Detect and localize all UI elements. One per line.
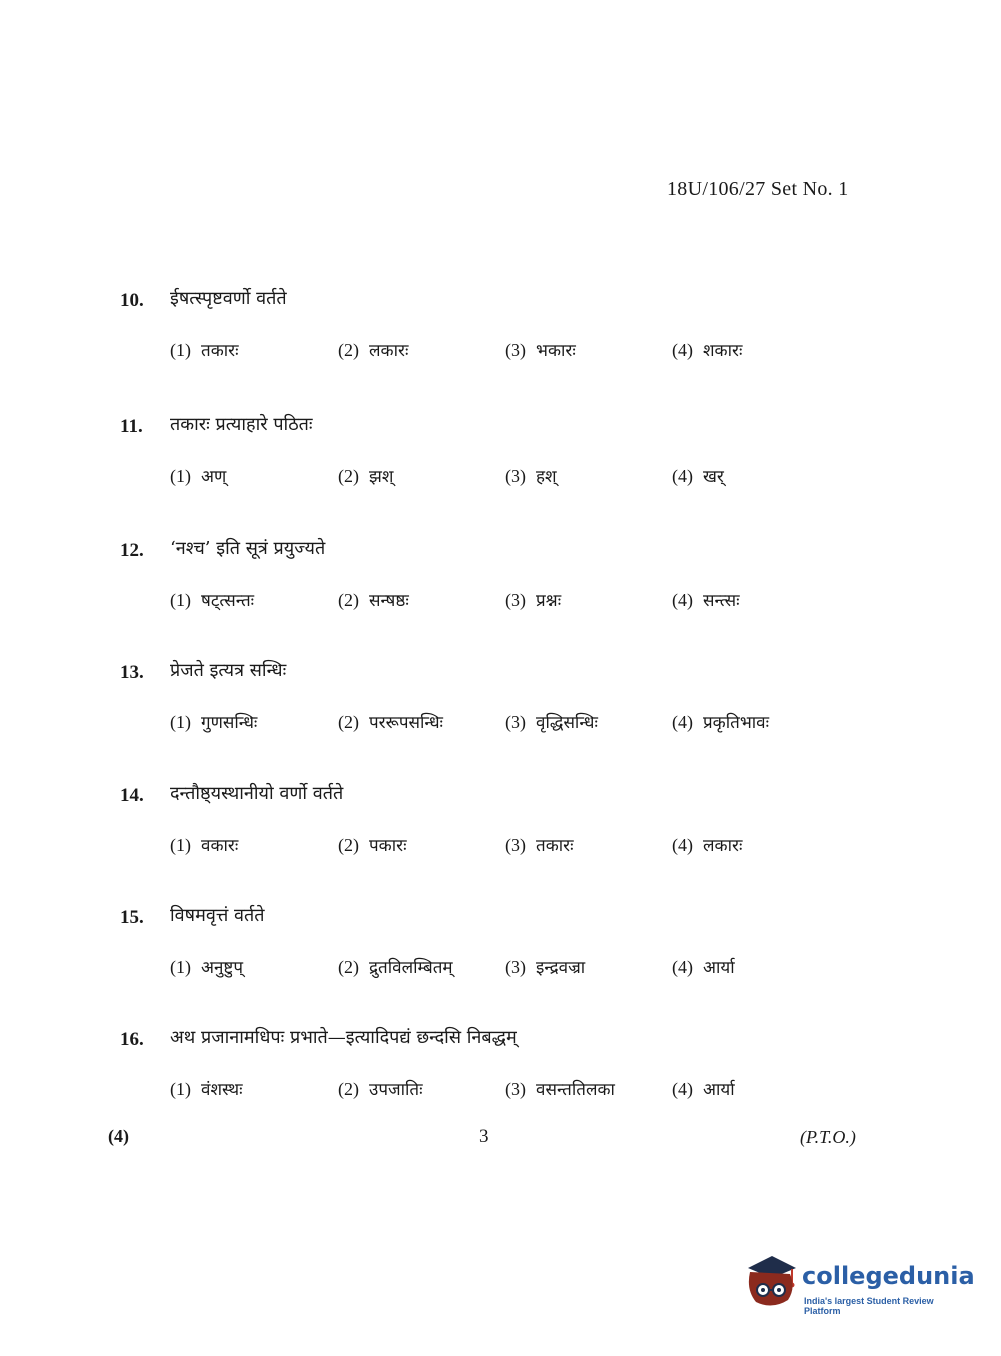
answer-option xyxy=(170,464,226,487)
option-number: (3) xyxy=(505,712,526,732)
option-text: पररूपसन्धिः xyxy=(369,713,443,733)
option-number: (2) xyxy=(338,466,359,486)
answer-option xyxy=(170,338,239,361)
option-text: षट्त्सन्तः xyxy=(201,591,255,611)
option-text: उपजातिः xyxy=(369,1080,423,1100)
answer-option xyxy=(170,833,238,856)
option-number: (2) xyxy=(338,340,359,360)
question-number: 15. xyxy=(120,907,144,928)
option-text: इन्द्रवज्रा xyxy=(536,958,586,978)
option-number: (1) xyxy=(170,466,191,486)
question-text: अथ प्रजानामधिपः प्रभाते—इत्यादिपद्यं छन्दसि निबद्धम् xyxy=(170,1027,517,1048)
option-number: (2) xyxy=(338,590,359,610)
option-number: (1) xyxy=(170,835,191,855)
option-text: प्रश्नः xyxy=(536,591,562,611)
option-text: वंशस्थः xyxy=(201,1080,243,1100)
option-number: (1) xyxy=(170,340,191,360)
option-number: (1) xyxy=(170,957,191,977)
option-number: (4) xyxy=(672,835,693,855)
option-text: आर्या xyxy=(703,1080,735,1100)
question-text: ईषत्स्पृष्टवर्णो वर्तते xyxy=(170,288,287,309)
answer-option xyxy=(170,1077,243,1100)
option-text: अनुष्टुप् xyxy=(201,958,244,978)
option-text: सन्षष्ठः xyxy=(369,591,409,611)
option-number: (2) xyxy=(338,835,359,855)
option-number: (4) xyxy=(672,957,693,977)
option-number: (4) xyxy=(672,1079,693,1099)
option-text: हश् xyxy=(536,467,557,487)
logo-name: collegedunia xyxy=(802,1262,975,1290)
option-text: लकारः xyxy=(703,836,743,856)
answer-option xyxy=(505,464,557,487)
pto-label: (P.T.O.) xyxy=(800,1127,856,1147)
question-text: प्रेजते इत्यत्र सन्धिः xyxy=(170,660,287,681)
question-number: 14. xyxy=(120,785,144,806)
answer-option xyxy=(672,710,769,733)
answer-option xyxy=(672,338,742,361)
answer-option xyxy=(338,464,393,487)
answer-option xyxy=(672,588,740,611)
option-number: (4) xyxy=(672,340,693,360)
answer-option xyxy=(672,464,724,487)
answer-option xyxy=(170,955,243,978)
question-text: ‘नश्च’ इति सूत्रं प्रयुज्यते xyxy=(170,538,326,559)
option-text: प्रकृतिभावः xyxy=(703,713,770,733)
answer-option xyxy=(338,588,409,611)
option-number: (4) xyxy=(672,712,693,732)
option-number: (3) xyxy=(505,957,526,977)
answer-option xyxy=(338,833,407,856)
answer-option xyxy=(505,833,574,856)
option-text: तकारः xyxy=(536,836,574,856)
question-number: 11. xyxy=(120,416,143,437)
answer-option xyxy=(338,710,443,733)
option-number: (4) xyxy=(672,590,693,610)
option-number: (2) xyxy=(338,1079,359,1099)
option-text: शकारः xyxy=(703,341,743,361)
option-number: (3) xyxy=(505,340,526,360)
option-number: (2) xyxy=(338,712,359,732)
collegedunia-watermark xyxy=(742,1250,975,1320)
question-number: 16. xyxy=(120,1029,144,1050)
option-text: गुणसन्धिः xyxy=(201,713,258,733)
option-number: (3) xyxy=(505,466,526,486)
logo-tagline: India's largest Student Review Platform xyxy=(804,1296,934,1316)
answer-option xyxy=(672,833,742,856)
answer-option xyxy=(505,955,585,978)
answer-option xyxy=(505,338,576,361)
option-text: झश् xyxy=(369,467,394,487)
answer-option xyxy=(505,1077,615,1100)
option-text: सन्त्सः xyxy=(703,591,740,611)
option-number: (1) xyxy=(170,1079,191,1099)
option-number: (2) xyxy=(338,957,359,977)
option-number: (3) xyxy=(505,1079,526,1099)
paper-code: 18U/106/27 Set No. 1 xyxy=(667,178,849,200)
option-text: वृद्धिसन्धिः xyxy=(536,713,598,733)
option-text: वसन्ततिलका xyxy=(536,1080,615,1100)
option-number: (3) xyxy=(505,835,526,855)
question-text: विषमवृत्तं वर्तते xyxy=(170,905,265,926)
page-number: 3 xyxy=(479,1126,489,1147)
question-text: तकारः प्रत्याहारे पठितः xyxy=(170,414,313,435)
answer-option xyxy=(338,1077,423,1100)
option-text: अण् xyxy=(201,467,227,487)
option-text: लकारः xyxy=(369,341,409,361)
answer-option xyxy=(338,338,408,361)
answer-option xyxy=(170,588,254,611)
mascot-icon xyxy=(742,1250,800,1310)
footer-set-label: (4) xyxy=(108,1126,129,1146)
option-number: (1) xyxy=(170,590,191,610)
answer-option xyxy=(170,710,257,733)
option-text: वकारः xyxy=(201,836,239,856)
option-text: आर्या xyxy=(703,958,735,978)
option-text: खर् xyxy=(703,467,724,487)
answer-option xyxy=(672,1077,735,1100)
question-text: दन्तौष्ठ्यस्थानीयो वर्णो वर्तते xyxy=(170,783,344,804)
answer-option xyxy=(505,710,598,733)
option-number: (3) xyxy=(505,590,526,610)
option-text: पकारः xyxy=(369,836,407,856)
question-number: 12. xyxy=(120,540,144,561)
option-number: (1) xyxy=(170,712,191,732)
question-number: 13. xyxy=(120,662,144,683)
option-number: (4) xyxy=(672,466,693,486)
option-text: भकारः xyxy=(536,341,576,361)
question-number: 10. xyxy=(120,290,144,311)
answer-option xyxy=(505,588,561,611)
answer-option xyxy=(672,955,735,978)
option-text: तकारः xyxy=(201,341,239,361)
option-text: द्रुतविलम्बितम् xyxy=(369,958,453,978)
answer-option xyxy=(338,955,453,978)
